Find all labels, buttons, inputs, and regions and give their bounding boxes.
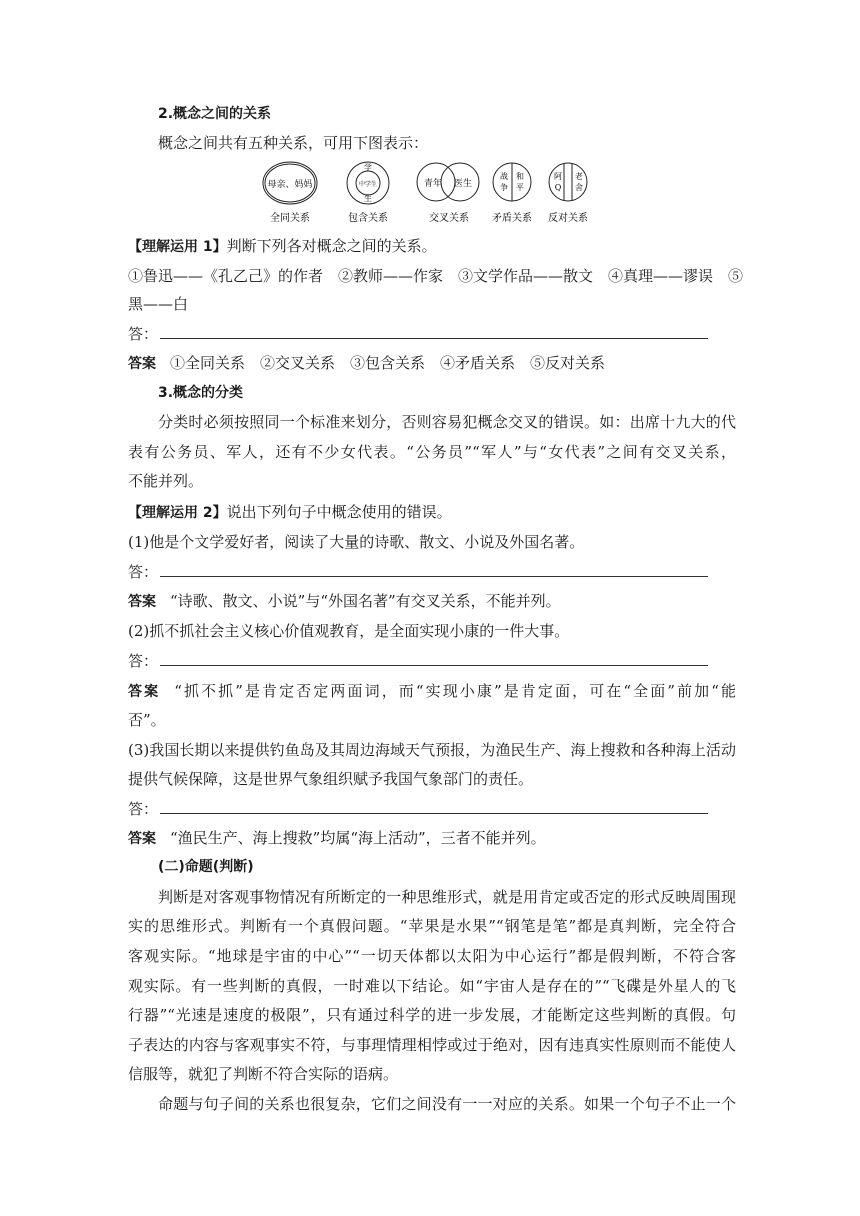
classification-para-line3: 不能并列。 <box>128 472 204 490</box>
exercise-2-answer-2-text: “抓不抓”是肯定否定两面词，而“实现小康”是肯定面，可在“全面”前加“能 <box>174 682 737 700</box>
svg-text:争: 争 <box>500 183 508 192</box>
classification-para-line2: 表有公务员、军人，还有不少女代表。“公务员”“军人”与“女代表”之间有交叉关系， <box>128 443 736 461</box>
proposition-para-line4: 观实际。有一些判断的真假，一时难以下结论。如“宇宙人是存在的”“飞碟是外星人的飞 <box>128 977 736 995</box>
intro-text: 概念之间共有五种关系，可用下图表示： <box>158 134 429 152</box>
svg-text:平: 平 <box>516 183 524 192</box>
exercise-1-answer-text: ①全同关系 ②交叉关系 ③包含关系 ④矛盾关系 ⑤反对关系 <box>170 354 606 372</box>
exercise-2-answer-blank-2: 答： <box>128 651 736 671</box>
exercise-1-label: 【理解运用 1】 <box>128 239 227 255</box>
exercise-1-items-line2: 黑——白 <box>128 295 189 313</box>
intersection-left: 青年 <box>423 179 443 189</box>
svg-text:和: 和 <box>516 172 524 181</box>
identity-caption: 全同关系 <box>270 213 310 224</box>
svg-text:Q: Q <box>554 183 562 192</box>
contradiction-caption: 矛盾关系 <box>492 213 532 224</box>
inclusion-inner: 中学生 <box>358 181 378 188</box>
section-heading-classification: 3.概念的分类 <box>158 385 244 401</box>
identity-text: 母亲、妈妈 <box>267 180 313 190</box>
answer-blank-line <box>160 326 708 339</box>
answer-label: 答案 <box>128 684 161 700</box>
exercise-1-prompt <box>128 236 736 257</box>
exercise-2-text: 说出下列句子中概念使用的错误。 <box>226 503 452 521</box>
proposition-para-line2: 实的思维形式。判断有一个真假问题。“苹果是水果”“钢笔是笔”都是真判断，完全符合 <box>128 917 736 935</box>
proposition-para-line6: 子表达的内容与客观事实不符，与事理情理相悖或过于绝对，因有违真实性原则而不能使人 <box>128 1036 736 1054</box>
exercise-2-answer-blank-1: 答： <box>128 562 736 582</box>
exercise-1-text: 判断下列各对概念之间的关系。 <box>226 237 437 255</box>
svg-text:舍: 舍 <box>575 183 583 192</box>
proposition-para-line3: 客观实际。“地球是宇宙的中心”“一切天体都以太阳为中心运行”都是假判断，不符合客 <box>128 947 736 965</box>
inclusion-caption: 包含关系 <box>348 213 388 224</box>
section-heading-concept-relations: 2.概念之间的关系 <box>158 106 272 122</box>
exercise-2-answer-blank-3: 答： <box>128 799 736 819</box>
svg-text:战: 战 <box>500 172 508 181</box>
exercise-2-answer-1-text: “诗歌、散文、小说”与“外国名著”有交叉关系，不能并列。 <box>170 592 561 610</box>
exercise-2-label: 【理解运用 2】 <box>128 505 227 521</box>
exercise-2-sentence-3-line2: 提供气候保障，这是世界气象组织赋予我国气象部门的责任。 <box>128 770 534 788</box>
exercise-2-sentence-1: (1)他是个文学爱好者，阅读了大量的诗歌、散文、小说及外国名著。 <box>128 533 585 551</box>
answer-label: 答案 <box>128 831 156 847</box>
exercise-2-answer-3-text: “渔民生产、海上搜救”均属“海上活动”，三者不能并列。 <box>170 829 546 847</box>
concept-relations-diagram <box>262 158 602 228</box>
answer-blank-line <box>160 801 708 814</box>
exercise-2-answer-2-line2: 否”。 <box>128 711 166 729</box>
answer-blank-line <box>160 653 708 666</box>
exercise-1-items-line1: ①鲁迅——《孔乙己》的作者 ②教师——作家 ③文学作品——散文 ④真理——谬误 ⑤ <box>128 267 744 285</box>
classification-para-line1: 分类时必须按照同一个标准来划分，否则容易犯概念交叉的错误。如：出席十九大的代 <box>158 413 736 431</box>
intersection-relation-figure <box>417 163 479 224</box>
svg-text:老: 老 <box>575 172 583 181</box>
proposition-para-line5: 行器”“光速是速度的极限”，只有通过科学的进一步发展，才能断定这些判断的真假。句 <box>128 1006 736 1024</box>
identity-relation-figure <box>263 162 317 224</box>
exercise-2-prompt <box>128 502 736 523</box>
answer-label: 答案 <box>128 594 156 610</box>
exercise-2-sentence-3-line1: (3)我国长期以来提供钓鱼岛及其周边海域天气预报，为渔民生产、海上搜救和各种海上活动 <box>128 741 736 759</box>
intersection-right: 医生 <box>453 179 473 189</box>
inclusion-outer-bottom: 生 <box>364 194 372 203</box>
exercise-2-sentence-2: (2)抓不抓社会主义核心价值观教育，是全面实现小康的一件大事。 <box>128 622 570 640</box>
exercise-2-answer-2-line1 <box>128 681 736 702</box>
proposition-para2-line1: 命题与句子间的关系也很复杂，它们之间没有一一对应的关系。如果一个句子不止一个 <box>158 1095 736 1113</box>
inclusion-outer-top: 学 <box>364 163 372 172</box>
exercise-1-answer <box>128 353 736 374</box>
answer-blank-line <box>160 564 708 577</box>
intersection-caption: 交叉关系 <box>429 213 469 224</box>
contrary-relation-figure <box>548 163 588 224</box>
exercise-2-answer-3 <box>128 828 736 849</box>
proposition-para-line1: 判断是对客观事物情况有所断定的一种思维形式，就是用肯定或否定的形式反映周围现 <box>158 888 736 906</box>
contrary-caption: 反对关系 <box>548 213 588 224</box>
exercise-2-answer-1 <box>128 591 736 612</box>
answer-label: 答案 <box>128 356 156 372</box>
exercise-1-answer-blank: 答： <box>128 324 736 344</box>
contradiction-relation-figure <box>492 163 532 224</box>
svg-text:阿: 阿 <box>554 172 562 181</box>
section-heading-proposition: (二)命题(判断) <box>158 859 254 875</box>
inclusion-relation-figure <box>347 162 389 224</box>
proposition-para-line7: 信服等，就犯了判断不符合实际的语病。 <box>128 1065 399 1083</box>
